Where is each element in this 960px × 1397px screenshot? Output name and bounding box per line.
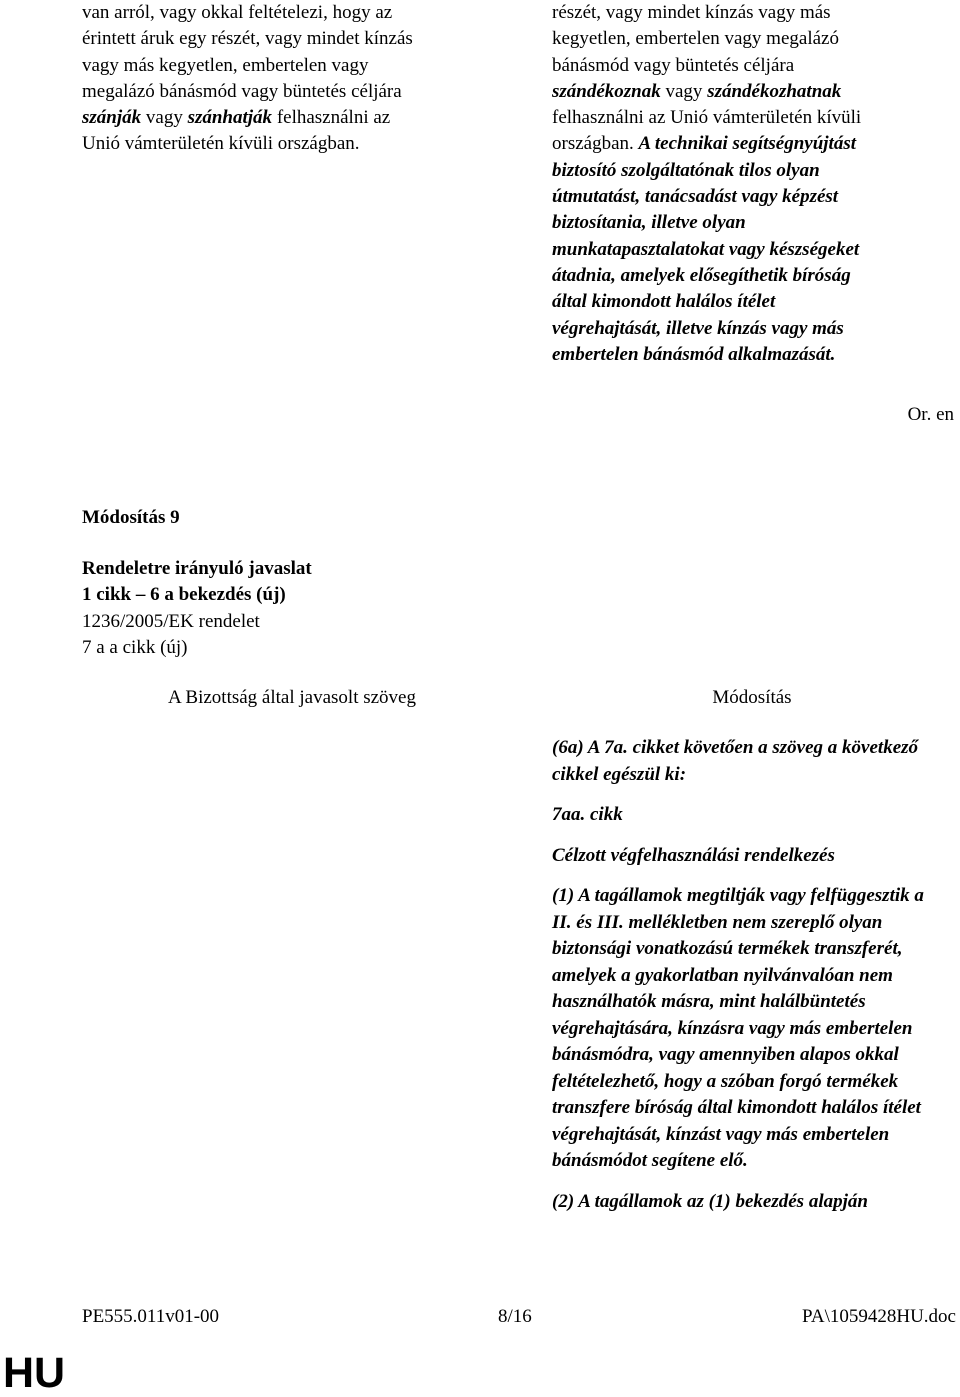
amendment-title: Módosítás 9 xyxy=(82,507,180,528)
text-line: vagy más kegyetlen, embertelen vagy xyxy=(82,54,369,76)
emphasis-line: végrehajtását, illetve kínzás vagy más xyxy=(552,317,844,339)
emphasis-line: által kimondott halálos ítélet xyxy=(552,291,776,313)
text-line: megalázó bánásmód vagy büntetés céljára xyxy=(82,80,402,102)
amendment-heading: Módosítás xyxy=(712,687,792,708)
text-line xyxy=(82,105,502,131)
amendment-paragraph: (1) A tagállamok megtiltják vagy felfüggesztik a II. és III. mellékletben nem szereplő olyan biztonsági vonatkozású termékek transzferét, amelyek a gyakorlatban nyilvánvalóan nem használhatók másra, mint halálbüntetés végrehajtására, kínzásra vagy más embertelen bánásmódra, vagy amennyiben alapos okkal feltételezhető, hogy a szóban forgó termékek transzfere bíróság által kimondott halálos ítélet végrehajtását, kínzást vagy más embertelen bánásmódot segítene elő. xyxy=(552,885,924,1171)
plain-text: országban. xyxy=(552,133,639,155)
emphasis-text: szánhatják xyxy=(187,107,273,129)
plain-text: vagy xyxy=(141,107,188,129)
article-reference: 1 cikk – 6 a bekezdés (új) xyxy=(82,584,286,605)
original-language-note: Or. en xyxy=(907,404,954,425)
emphasis-line: átadnia, amelyek elősegíthetik bíróság xyxy=(552,264,851,286)
page-number: 8/16 xyxy=(498,1306,532,1327)
amendment-text-column-top xyxy=(552,0,932,368)
text-line xyxy=(552,79,932,105)
article-number: 7aa. cikk xyxy=(552,804,623,825)
amendment-text-column xyxy=(552,735,932,1229)
text-line: részét, vagy mindet kínzás vagy más xyxy=(552,2,831,23)
emphasis-line: munkatapasztalatokat vagy készségeket xyxy=(552,238,860,260)
document-reference: PE555.011v01-00 xyxy=(82,1306,220,1327)
amendment-header xyxy=(82,505,312,662)
text-line: Unió vámterületén kívüli országban. xyxy=(82,133,360,155)
proposal-label: Rendeletre irányuló javaslat xyxy=(82,557,312,579)
text-line: érintett áruk egy részét, vagy mindet kínzás xyxy=(82,28,413,50)
plain-text: vagy xyxy=(660,80,708,102)
emphasis-text: szánják xyxy=(82,107,142,129)
amendment-paragraph: (2) A tagállamok az (1) bekezdés alapján xyxy=(552,1190,868,1212)
article-title: Célzott végfelhasználási rendelkezés xyxy=(552,844,835,866)
text-line: kegyetlen, embertelen vagy megalázó xyxy=(552,28,839,50)
commission-text-column xyxy=(82,0,502,158)
regulation-reference: 1236/2005/EK rendelet xyxy=(82,610,260,632)
text-line: felhasználni az Unió vámterületén kívüli xyxy=(552,107,862,129)
emphasis-text: szándékozhatnak xyxy=(707,80,842,102)
plain-text: felhasználni az xyxy=(272,107,391,129)
amendment-paragraph: (6a) A 7a. cikket követően a szöveg a következő cikkel egészül ki: xyxy=(552,737,919,785)
emphasis-line: biztosító szolgáltatónak tilos olyan xyxy=(552,159,820,181)
file-name: PA\1059428HU.doc xyxy=(802,1306,956,1327)
language-code: HU xyxy=(3,1349,66,1397)
emphasis-line: biztosítania, illetve olyan xyxy=(552,212,746,234)
emphasis-line: útmutatást, tanácsadást vagy képzést xyxy=(552,186,839,208)
text-line: van arról, vagy okkal feltételezi, hogy az xyxy=(82,2,393,23)
sub-article-reference: 7 a a cikk (új) xyxy=(82,637,188,658)
text-line: bánásmód vagy büntetés céljára xyxy=(552,54,795,76)
emphasis-text: A technikai segítségnyújtást xyxy=(638,133,857,155)
emphasis-text: szándékoznak xyxy=(552,80,661,102)
emphasis-line: embertelen bánásmód alkalmazását. xyxy=(552,343,836,365)
text-line xyxy=(552,131,932,157)
commission-text-heading: A Bizottság által javasolt szöveg xyxy=(167,687,416,708)
